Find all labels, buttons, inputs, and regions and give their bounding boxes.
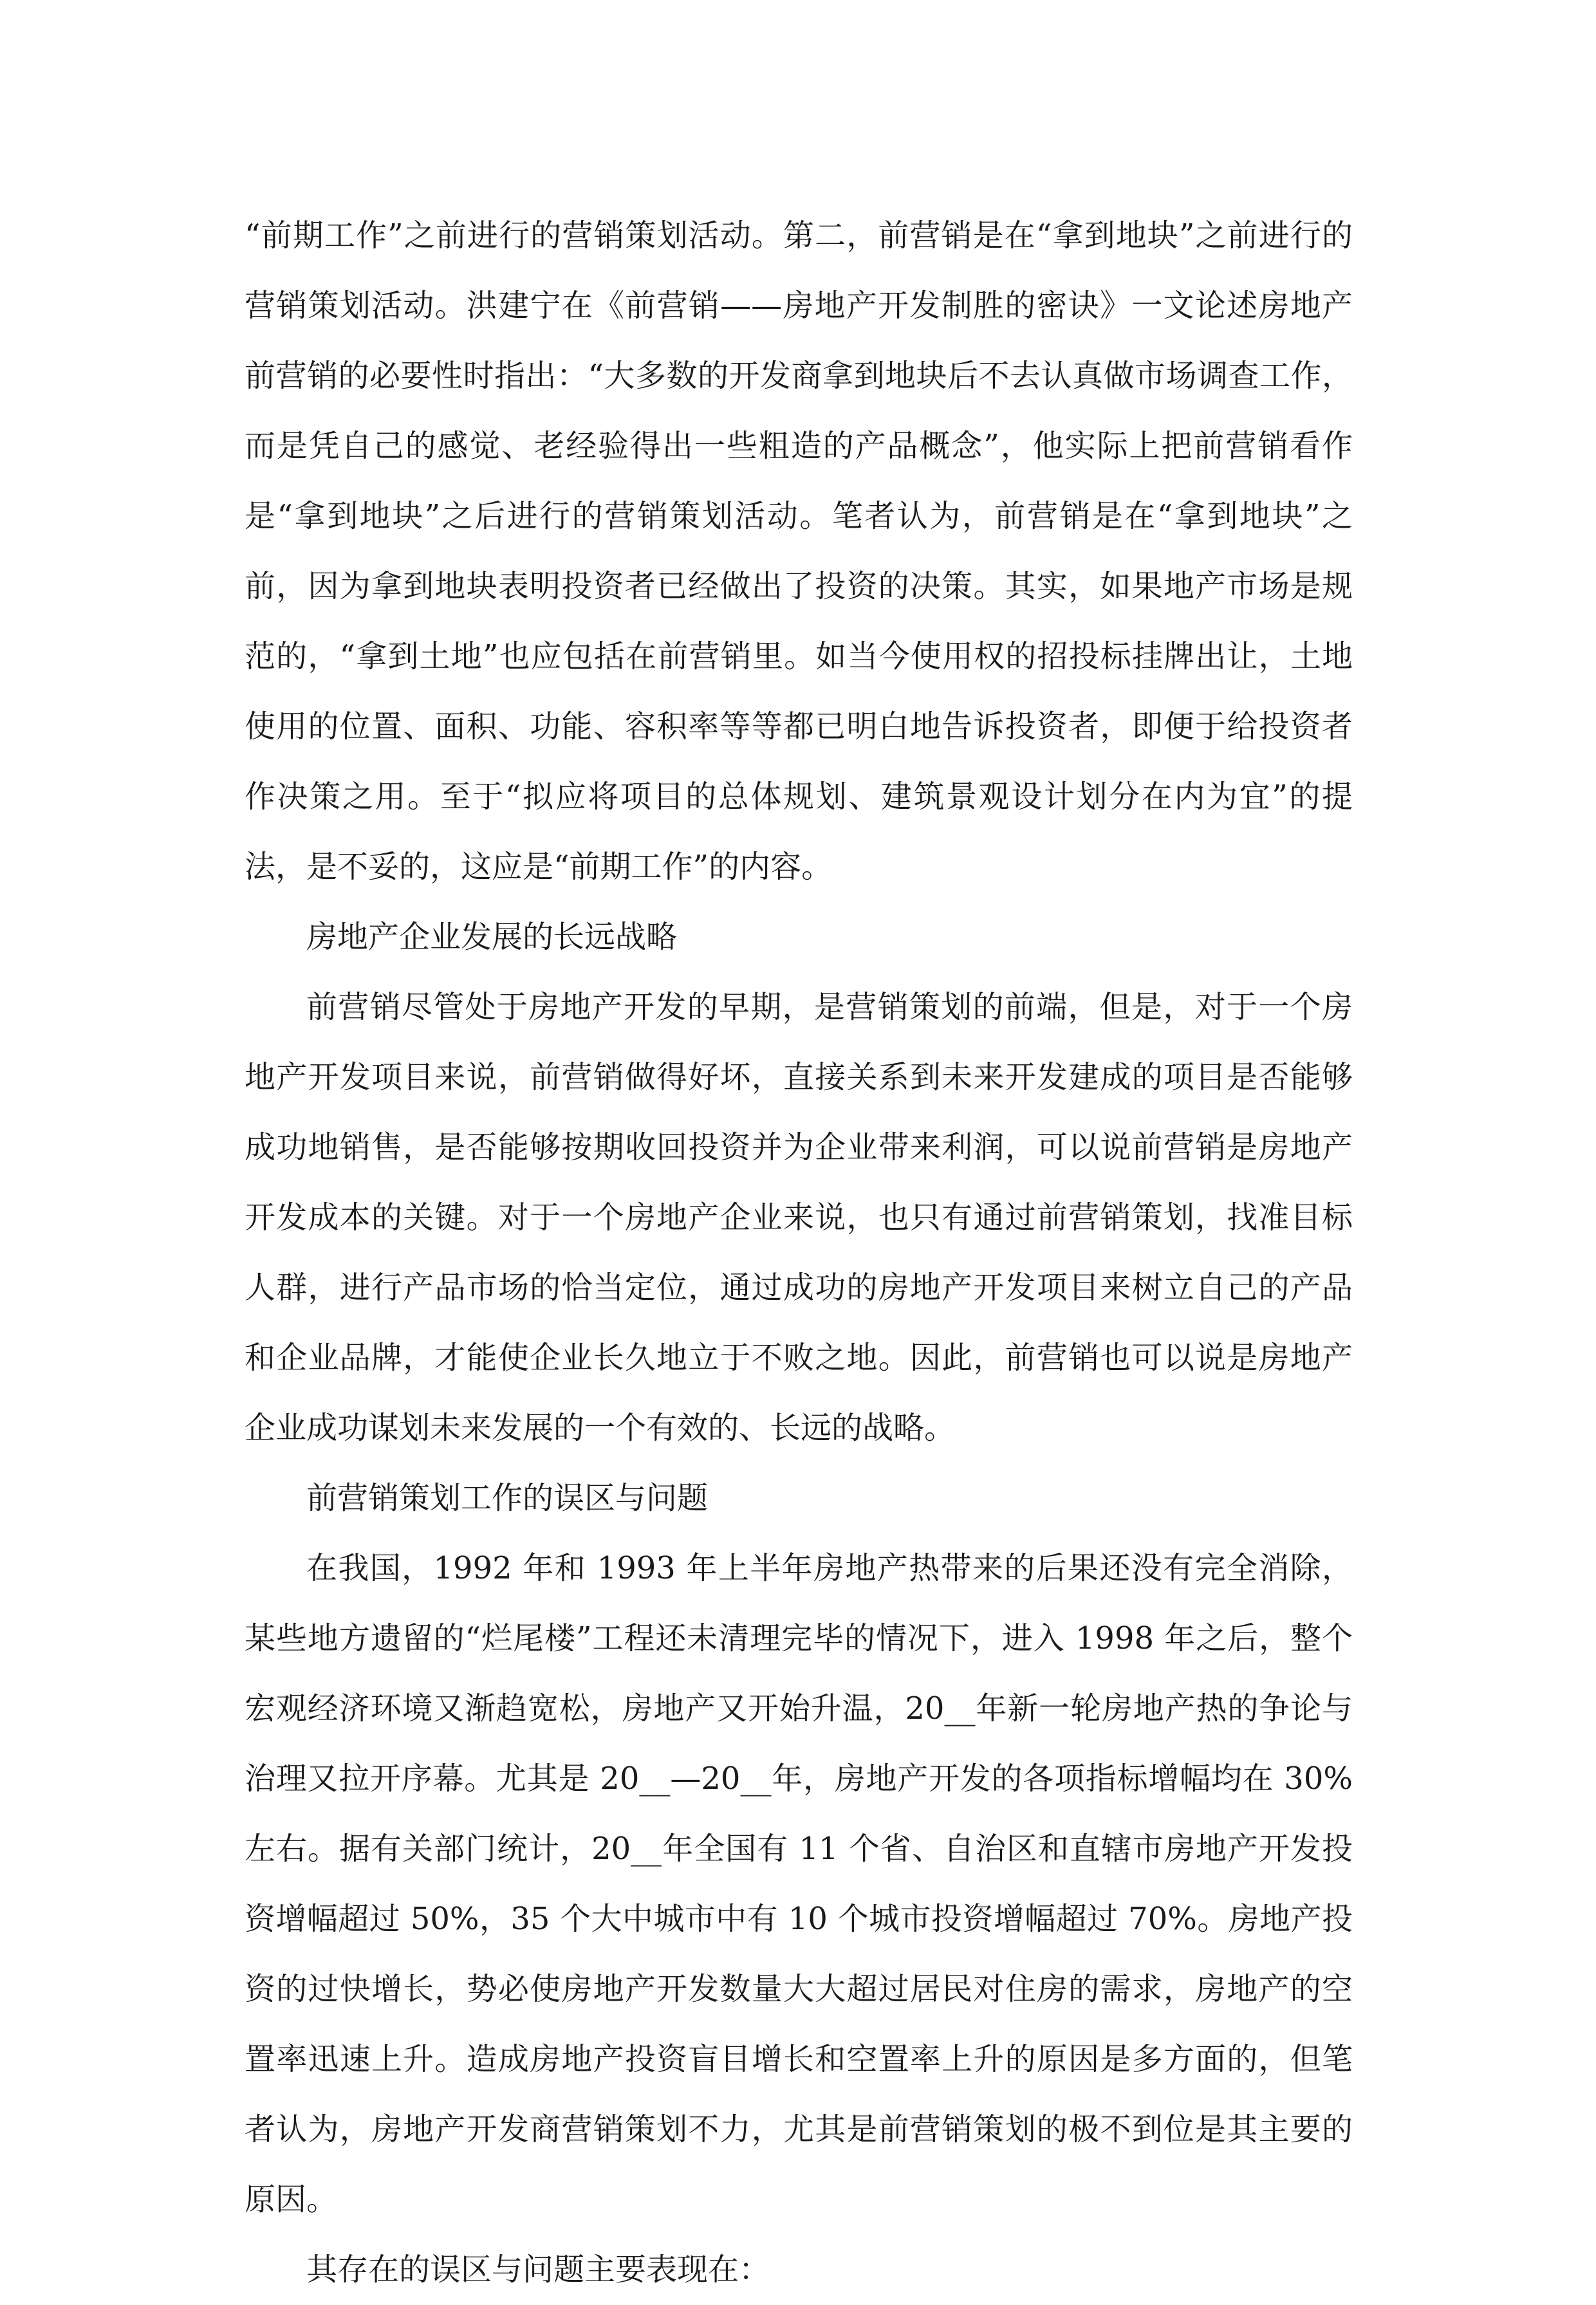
section-heading-long-term-strategy: 房地产企业发展的长远战略 — [306, 919, 678, 955]
section-heading-pitfalls: 前营销策划工作的误区与问题 — [306, 1480, 709, 1516]
paragraph-body-4: 其存在的误区与问题主要表现在： — [306, 2252, 770, 2288]
paragraph-body-3: 在我国，1992 年和 1993 年上半年房地产热带来的后果还没有完全消除，某些地方遗留的“烂尾楼”工程还未清理完毕的情况下，进入 1998 年之后，整个宏观经济环境又渐趋宽松，房地产又开始升温，20__年新一轮房地产热的争论与治理又拉开序幕。尤其是 20__—20__年，房地产开发的各项指标增幅均在 30%左右。据有关部门统计，20__年全国有 11 个省、自治区和直辖市房地产开发投资增幅超过 50%，35 个大中城市中有 10 个城市投资增幅超过 70%。房地产投资的过快增长，势必使房地产开发数量大大超过居民对住房的需求，房地产的空置率迅速上升。造成房地产投资盲目增长和空置率上升的原因是多方面的，但笔者认为，房地产开发商营销策划不力，尤其是前营销策划的极不到位是其主要的原因。 — [245, 1550, 1353, 2217]
paragraph-body-2: 前营销尽管处于房地产开发的早期，是营销策划的前端，但是，对于一个房地产开发项目来说，前营销做得好坏，直接关系到未来开发建成的项目是否能够成功地销售，是否能够按期收回投资并为企业带来利润，可以说前营销是房地产开发成本的关键。对于一个房地产企业来说，也只有通过前营销策划，找准目标人群，进行产品市场的恰当定位，通过成功的房地产开发项目来树立自己的产品和企业品牌，才能使企业长久地立于不败之地。因此，前营销也可以说是房地产企业成功谋划未来发展的一个有效的、长远的战略。 — [245, 989, 1353, 1446]
paragraph-body-1: “前期工作”之前进行的营销策划活动。第二，前营销是在“拿到地块”之前进行的营销策划活动。洪建宁在《前营销——房地产开发制胜的密诀》一文论述房地产前营销的必要性时指出：“大多数的开发商拿到地块后不去认真做市场调查工作，而是凭自己的感觉、老经验得出一些粗造的产品概念”，他实际上把前营销看作是“拿到地块”之后进行的营销策划活动。笔者认为，前营销是在“拿到地块”之前，因为拿到地块表明投资者已经做出了投资的决策。其实，如果地产市场是规范的，“拿到土地”也应包括在前营销里。如当今使用权的招投标挂牌出让，土地使用的位置、面积、功能、容积率等等都已明白地告诉投资者，即便于给投资者作决策之用。至于“拟应将项目的总体规划、建筑景观设计划分在内为宜”的提法，是不妥的，这应是“前期工作”的内容。 — [245, 218, 1353, 885]
document-body — [245, 201, 1353, 2305]
